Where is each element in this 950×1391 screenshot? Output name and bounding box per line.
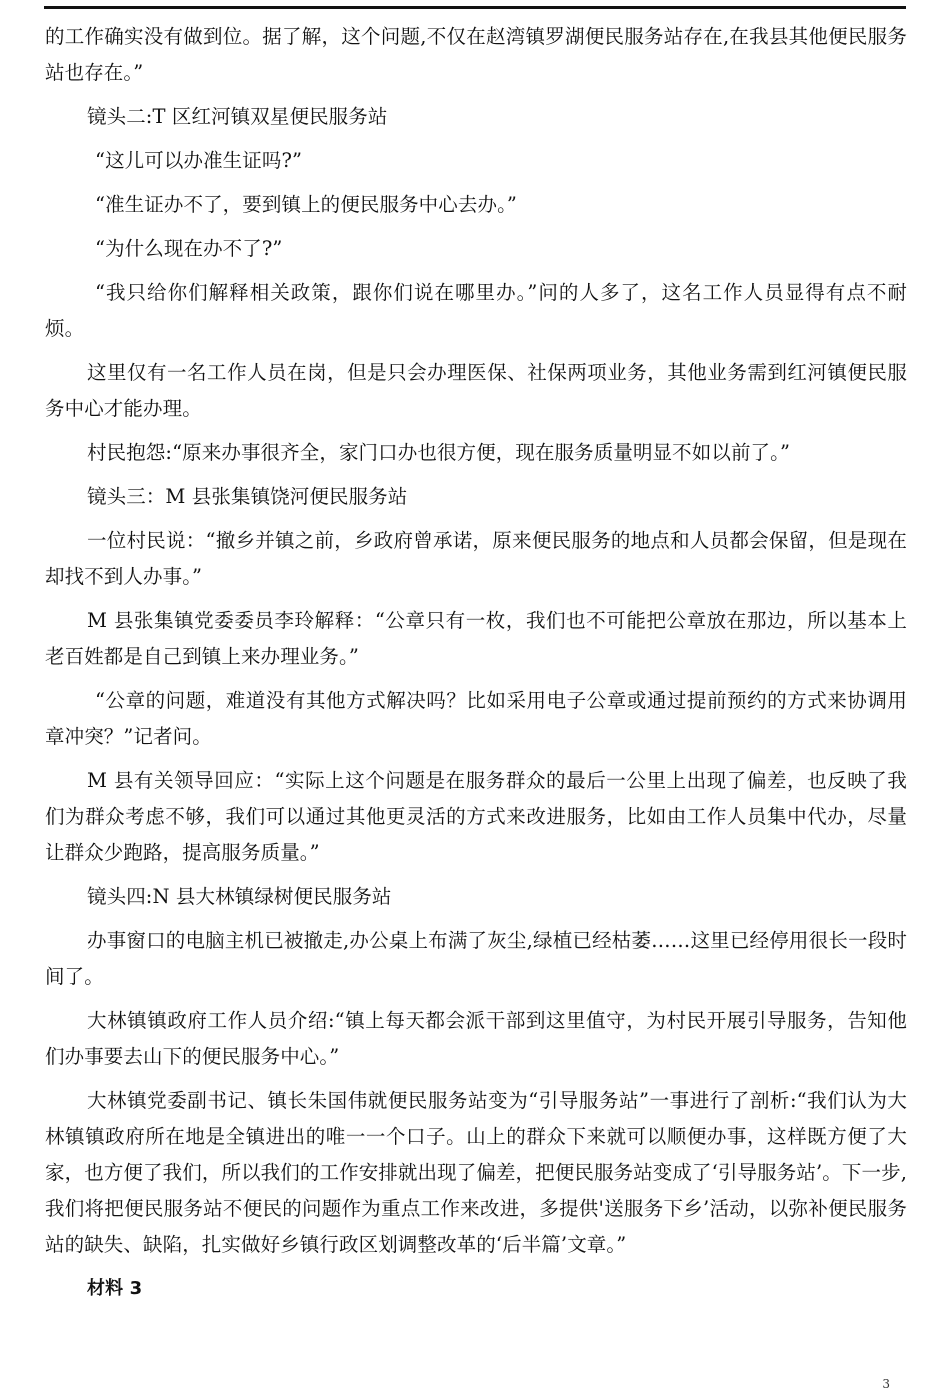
paragraph: M 县有关领导回应：“实际上这个问题是在服务群众的最后一公里上出现了偏差，也反映了我们为群众考虑不够，我们可以通过其他更灵活的方式来改进服务，比如由工作人员集中代办，尽量让群众少跑路，提高服务质量。” xyxy=(45,769,907,864)
scene-four-heading: 镜头四:N 县大林镇绿树便民服务站 xyxy=(87,885,392,908)
paragraph-continuation: 的工作确实没有做到位。据了解，这个问题,不仅在赵湾镇罗湖便民服务站存在,在我县其他便民服务站也存在。” xyxy=(45,25,907,84)
paragraph: 村民抱怨:“原来办事很齐全，家门口办也很方便，现在服务质量明显不如以前了。” xyxy=(87,441,791,464)
dialogue-line: “准生证办不了，要到镇上的便民服务中心去办。” xyxy=(95,193,517,216)
paragraph: M 县张集镇党委委员李玲解释：“公章只有一枚，我们也不可能把公章放在那边，所以基本上老百姓都是自己到镇上来办理业务。” xyxy=(45,609,907,668)
paragraph: 大林镇镇政府工作人员介绍:“镇上每天都会派干部到这里值守，为村民开展引导服务，告知他们办事要去山下的便民服务中心。” xyxy=(45,1009,907,1068)
dialogue-line: “公章的问题，难道没有其他方式解决吗？比如采用电子公章或通过提前预约的方式来协调用章冲突？”记者问。 xyxy=(45,689,907,748)
paragraph: 一位村民说：“撤乡并镇之前，乡政府曾承诺，原来便民服务的地点和人员都会保留，但是现在却找不到人办事。” xyxy=(45,529,907,588)
dialogue-line: “为什么现在办不了?” xyxy=(95,237,283,260)
paragraph: 这里仅有一名工作人员在岗，但是只会办理医保、社保两项业务，其他业务需到红河镇便民服务中心才能办理。 xyxy=(45,361,907,420)
dialogue-line: “我只给你们解释相关政策，跟你们说在哪里办。”问的人多了，这名工作人员显得有点不耐烦。 xyxy=(45,281,907,340)
scene-two-heading: 镜头二:T 区红河镇双星便民服务站 xyxy=(87,105,388,128)
paragraph: 办事窗口的电脑主机已被撤走,办公桌上布满了灰尘,绿植已经枯萎……这里已经停用很长一段时间了。 xyxy=(45,929,907,988)
material-heading: 材料 3 xyxy=(87,1278,143,1299)
page-number: 3 xyxy=(882,1377,890,1391)
dialogue-line: “这儿可以办准生证吗?” xyxy=(95,149,303,172)
paragraph: 大林镇党委副书记、镇长朱国伟就便民服务站变为“引导服务站”一事进行了剖析:“我们认为大林镇镇政府所在地是全镇进出的唯一一个口子。山上的群众下来就可以顺便办事，这样既方便了大家，也方便了我们，所以我们的工作安排就出现了偏差，把便民服务站变成了‘引导服务站’。下一步,我们将把便民服务站不便民的问题作为重点工作来改进，多提供'送服务下乡’活动，以弥补便民服务站的缺失、缺陷，扎实做好乡镇行政区划调整改革的‘后半篇’文章。” xyxy=(45,1089,907,1256)
top-rule xyxy=(44,6,906,9)
document-page xyxy=(45,19,907,1315)
scene-three-heading: 镜头三：M 县张集镇饶河便民服务站 xyxy=(87,485,408,508)
